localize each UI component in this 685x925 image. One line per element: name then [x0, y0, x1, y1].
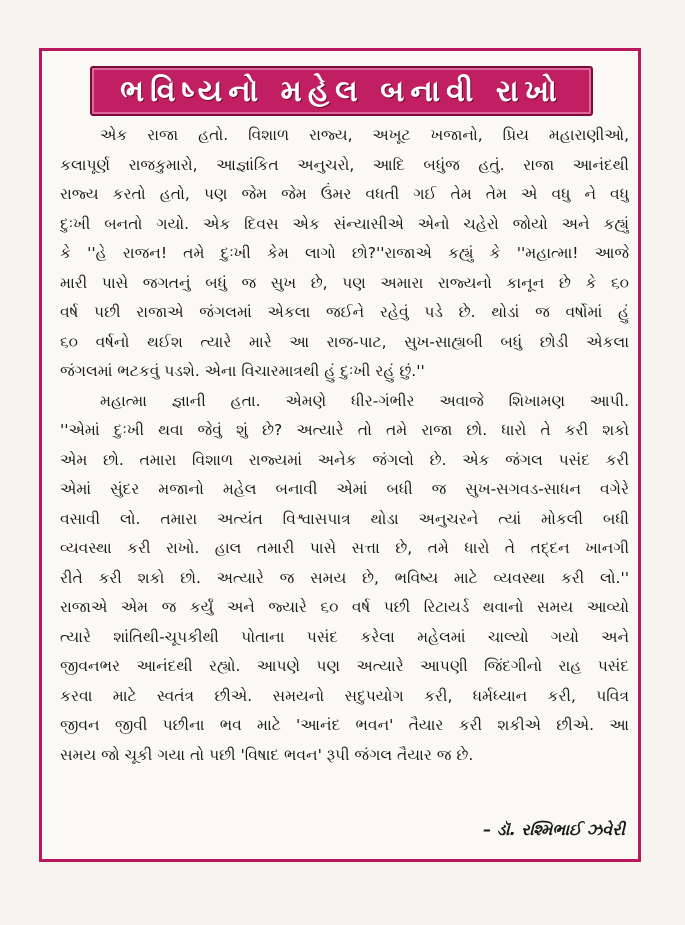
body-line: એમાં સુંદર મજાનો મહેલ બનાવી એમાં બધી જ સુખ-સગવડ-સાધન વગેરે [60, 480, 629, 498]
body-line: જીવન જીવી પછીના ભવ માટે 'આનંદ ભવન' તૈયાર કરી શકીએ છીએ. આ [60, 716, 629, 734]
body-line: ૬૦ વર્ષનો થઈશ ત્યારે મારે આ રાજ-પાટ, સુખ-સાહ્યબી બધું છોડી એકલા [60, 332, 629, 351]
body-line: વસાવી લો. તમારા અત્યંત વિશ્વાસપાત્ર થોડા અનુચરને ત્યાં મોકલી બધી [60, 509, 629, 528]
body-line: કલાપૂર્ણ રાજકુમારો, આજ્ઞાંકિત અનુચરો, આદિ બધુંજ હતું. રાજા આનંદથી [60, 155, 629, 174]
body-line: એક રાજા હતો. વિશાળ રાજ્ય, અખૂટ ખજાનો, પ્રિય મહારાણીઓ, [100, 126, 629, 144]
article-title: ભવિષ્યનો મહેલ બનાવી રાખો [120, 73, 563, 109]
body-line: રાજાએ એમ જ કર્યું અને જ્યારે ૬૦ વર્ષ પછી રિટાયર્ડ થવાનો સમય આવ્યો [60, 598, 629, 616]
body-line: કે ''હે રાજન! તમે દુઃખી કેમ લાગો છો?''રાજાએ કહ્યું કે ''મહાત્મા! આજે [60, 244, 629, 262]
body-line: સમય જો ચૂકી ગયા તો પછી 'વિષાદ ભવન' રૂપી જંગલ તૈયાર જ છે. [60, 745, 474, 764]
body-line: જીવનભર આનંદથી રહ્યો. આપણે પણ અત્યારે આપણી જિંદગીનો રાહ પસંદ [60, 657, 629, 675]
body-line: ''એમાં દુઃખી થવા જેવું શું છે? અત્યારે તો તમે રાજા છો. ધારો તે કરી શકો [60, 421, 629, 439]
body-line: ત્યારે શાંતિથી-ચૂપકીથી પોતાના પસંદ કરેલા મહેલમાં ચાલ્યો ગયો અને [60, 627, 629, 646]
body-line: એમ છો. તમારા વિશાળ રાજ્યમાં અનેક જંગલો છે. એક જંગલ પસંદ કરી [60, 450, 629, 469]
article-body [60, 121, 629, 770]
body-line: જંગલમાં ભટકવું પડશે. એના વિચારમાત્રથી હું દુઃખી રહું છું.'' [60, 362, 425, 380]
body-line: રાજ્ય કરતો હતો, પણ જેમ જેમ ઉંમર વધતી ગઈ તેમ તેમ એ વધુ ને વધુ [60, 185, 629, 203]
body-line: રીતે કરી શકો છો. અત્યારે જ સમય છે, ભવિષ્ય માટે વ્યવસ્થા કરી લો.'' [60, 568, 629, 587]
author-signature: – ડૉ. રશ્મિભાઈ ઝવેરી [483, 820, 625, 839]
body-line: મારી પાસે જગતનું બધું જ સુખ છે, પણ અમારા રાજ્યનો કાનૂન છે કે ૬૦ [60, 273, 629, 292]
body-line: વ્યવસ્થા કરી રાખો. હાલ તમારી પાસે સત્તા છે, તમે ધારો તે તદ્દન ખાનગી [60, 539, 629, 557]
body-line: વર્ષ પછી રાજાએ જંગલમાં એકલા જઈને રહેવું પડે છે. થોડાં જ વર્ષોમાં હું [60, 303, 629, 321]
title-banner [90, 66, 593, 116]
body-line: કરવા માટે સ્વતંત્ર છીએ. સમયનો સદુપયોગ કરી, ધર્મધ્યાન કરી, પવિત્ર [60, 686, 629, 705]
body-line: મહાત્મા જ્ઞાની હતા. એમણે ધીર-ગંભીર અવાજે શિખામણ આપી. [100, 391, 629, 410]
body-line: દુઃખી બનતો ગયો. એક દિવસ એક સંન્યાસીએ એનો ચહેરો જોયો અને કહ્યું [60, 214, 629, 233]
